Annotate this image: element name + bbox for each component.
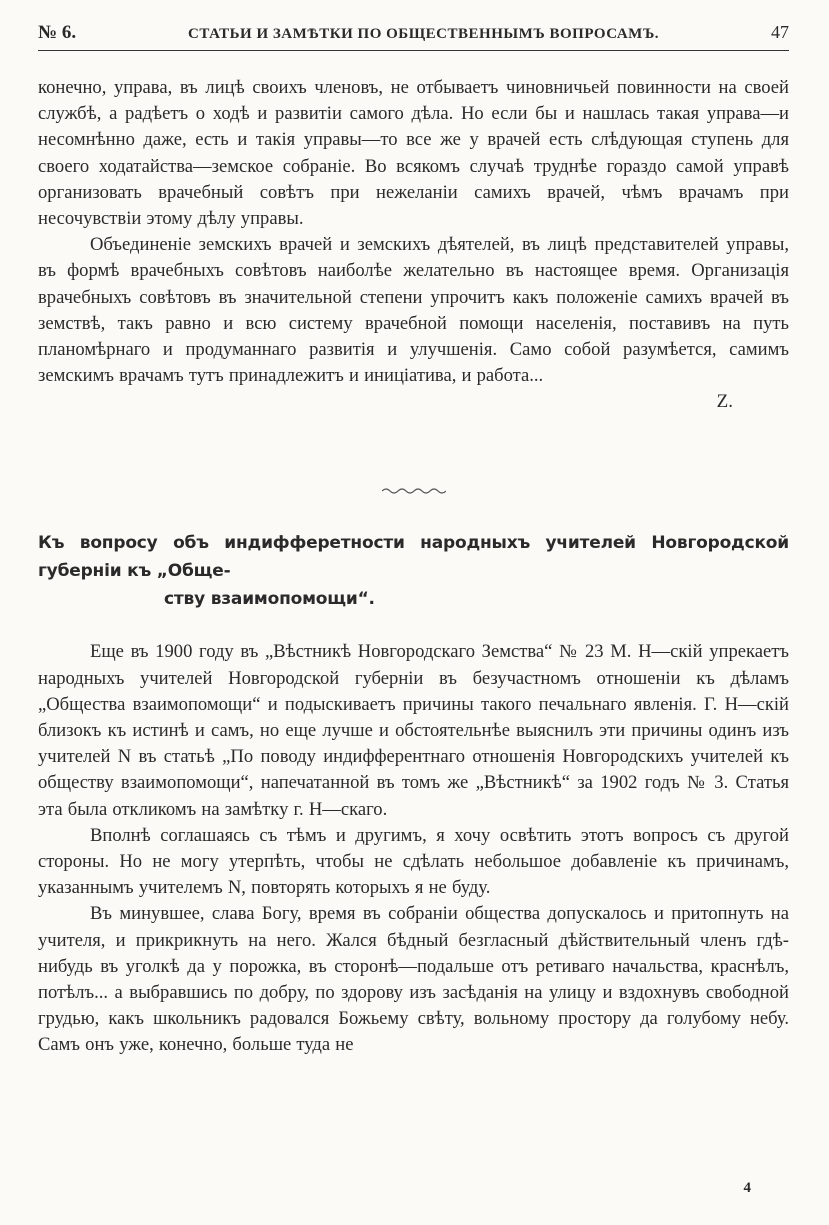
issue-number: № 6. xyxy=(38,22,77,43)
running-title: СТАТЬИ И ЗАМѢТКИ ПО ОБЩЕСТВЕННЫМЪ ВОПРОСАМЪ. xyxy=(188,26,660,42)
page-header xyxy=(38,22,789,51)
paragraph: конечно, управа, въ лицѣ своихъ членовъ, не отбываетъ чиновничьей повинности на своей службѣ, а радѣетъ о ходѣ и развитіи самого дѣла. Но если бы и нашлась такая управа—и несомнѣнно даже, есть и такія управы—то все же у врачей есть слѣдующая ступень для своего ходатайства—земское собраніе. Во всякомъ случаѣ труднѣе гораздо самой управѣ организовать врачебный совѣтъ при нежеланіи самихъ врачей, чѣмъ врачамъ при несочувствіи этому дѣлу управы. xyxy=(38,77,789,230)
page-number: 47 xyxy=(770,22,789,42)
paragraph: Вполнѣ соглашаясь съ тѣмъ и другимъ, я хочу освѣтить этотъ вопросъ съ другой стороны. Но не могу утерпѣть, чтобы не сдѣлать небольшое добавленіе къ причинамъ, указаннымъ учителемъ N, повторять которыхъ я не буду. xyxy=(38,824,789,899)
section-divider-ornament xyxy=(382,487,446,495)
author-signature: Z. xyxy=(716,391,733,413)
article-title-line: ству взаимопомощи“. xyxy=(164,589,375,610)
article-title xyxy=(38,529,789,613)
signature-mark: 4 xyxy=(743,1180,751,1196)
section-previous-article xyxy=(38,75,789,413)
paragraph: Еще въ 1900 году въ „Вѣстникѣ Новгородскаго Земства“ № 23 М. Н—скій упрекаетъ народныхъ учителей Новгородской губерніи въ безучастномъ отношеніи къ дѣламъ „Общества взаимопомощи“ и подыскиваетъ причины такого печальнаго явленія. Г. Н—скій близокъ къ истинѣ и самъ, но еще лучше и обстоятельнѣе выяснилъ эти причины одинъ изъ учителей N въ статьѣ „По поводу индифферентнаго отношенія Новгородскихъ учителей къ обществу взаимопомощи“, напечатанной въ томъ же „Вѣстникѣ“ за 1902 годъ № 3. Статья эта была откликомъ на замѣтку г. Н—скаго. xyxy=(38,641,789,820)
article-body xyxy=(38,639,789,1058)
paragraph: Объединеніе земскихъ врачей и земскихъ дѣятелей, въ лицѣ представителей управы, въ формѣ врачебныхъ совѣтовъ наиболѣе желательно въ настоящее время. Организація врачебныхъ совѣтовъ въ значительной степени упрочитъ какъ положеніе самихъ врачей въ земствѣ, такъ равно и всю систему врачебной помощи населенія, поставивъ на путь планомѣрнаго и продуманнаго развитія и улучшенія. Само собой разумѣется, самимъ земскимъ врачамъ тутъ принадлежитъ и иниціатива, и работа... xyxy=(38,234,789,387)
paragraph: Въ минувшее, слава Богу, время въ собраніи общества допускалось и притопнуть на учителя, и прикрикнуть на него. Жался бѣдный безгласный дѣйствительный членъ гдѣ-нибудь въ уголкѣ да у порожка, въ сторонѣ—подальше отъ ретиваго начальства, краснѣлъ, потѣлъ... а выбравшись по добру, по здорову изъ засѣданія на улицу и вздохнувъ свободной грудью, какъ школьникъ радовался Божьему свѣту, вольному простору да голубому небу. Самъ онъ уже, конечно, больше туда не xyxy=(38,903,789,1056)
article-title-line: Къ вопросу объ индифферетности народныхъ учителей Новгородской губерніи къ „Обще- xyxy=(38,533,789,582)
